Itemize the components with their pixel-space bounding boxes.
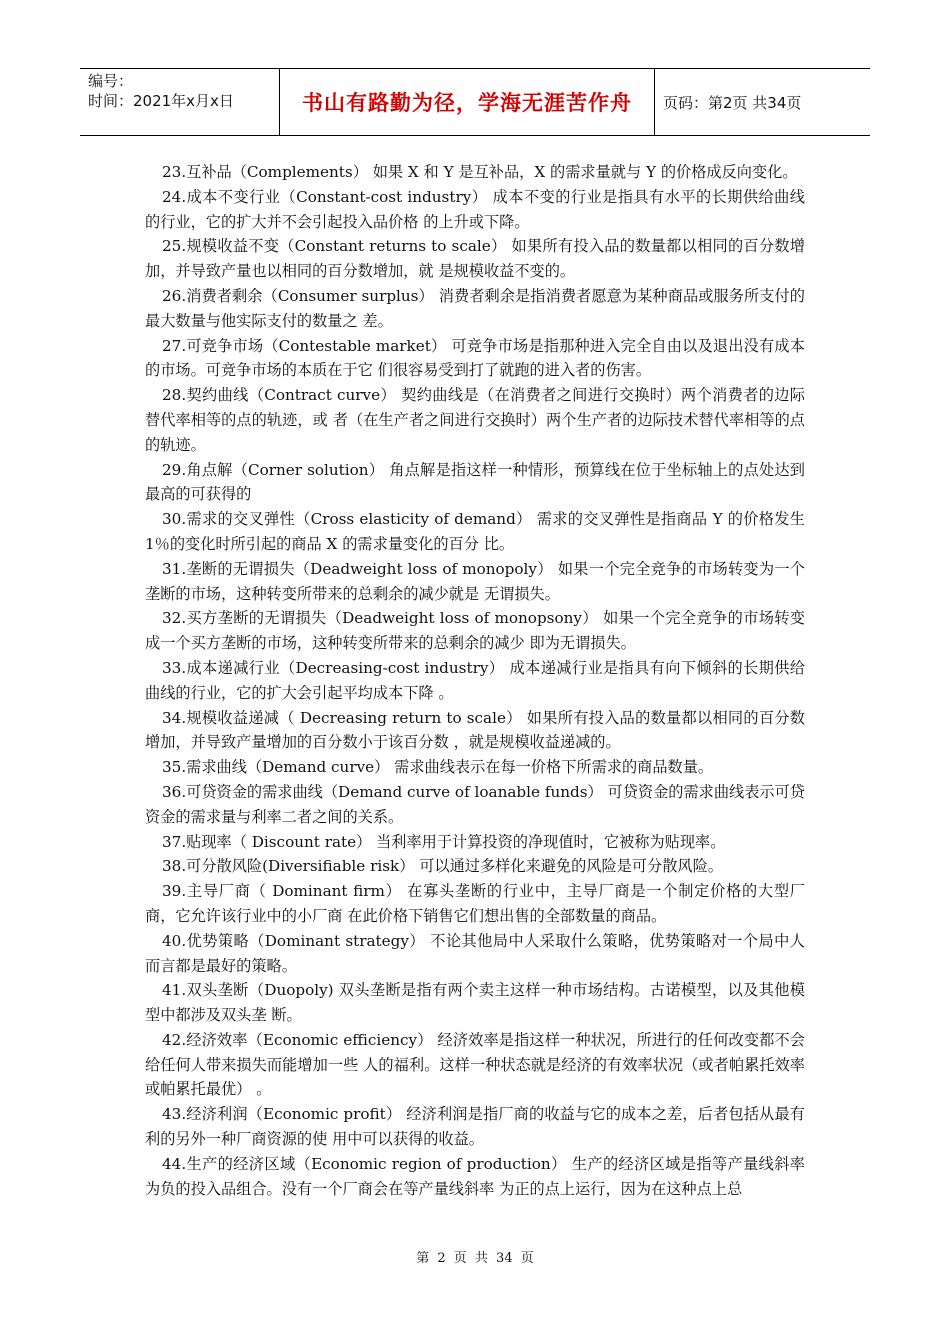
glossary-entry: 26.消费者剩余（Consumer surplus） 消费者剩余是指消费者愿意为某种商品或服务所支付的最大数量与他实际支付的数量之 差。 [145, 286, 805, 330]
page-footer [0, 1247, 950, 1266]
glossary-entry: 27.可竞争市场（Contestable market） 可竞争市场是指那种进入完全自由以及退出没有成本的市场。可竞争市场的本质在于它 们很容易受到打了就跑的进入者的伤害。 [145, 336, 805, 380]
glossary-entry: 34.规模收益递减（ Decreasing return to scale） 如果所有投入品的数量都以相同的百分数增加，并导致产量增加的百分数小于该百分数 ，就是规模收益递减的。 [145, 708, 805, 752]
glossary-entry: 28.契约曲线（Contract curve） 契约曲线是（在消费者之间进行交换时）两个消费者的边际替代率相等的点的轨迹，或 者（在生产者之间进行交换时）两个生产者的边际技术替代率相等的点的轨迹。 [145, 386, 805, 454]
glossary-entry: 43.经济利润（Economic profit） 经济利润是指厂商的收益与它的成本之差，后者包括从最有利的另外一种厂商资源的使 用中可以获得的收益。 [145, 1105, 805, 1149]
glossary-entry: 38.可分散风险(Diversifiable risk） 可以通过多样化来避免的风险是可分散风险。 [162, 857, 723, 876]
glossary-entry: 24.成本不变行业（Constant-cost industry） 成本不变的行业是指具有水平的长期供给曲线的行业，它的扩大并不会引起投入品价格 的上升或下降。 [145, 187, 805, 231]
footer-page-number: 第 2 页 共 34 页 [416, 1251, 534, 1266]
glossary-entry: 36.可贷资金的需求曲线（Demand curve of loanable funds） 可贷资金的需求曲线表示可贷资金的需求量与利率二者之间的关系。 [145, 782, 805, 826]
glossary-entry: 29.角点解（Corner solution） 角点解是指这样一种情形，预算线在位于坐标轴上的点处达到最高的可获得的 [145, 460, 805, 504]
glossary-entry: 39.主导厂商（ Dominant firm） 在寡头垄断的行业中，主导厂商是一个制定价格的大型厂商，它允许该行业中的小厂商 在此价格下销售它们想出售的全部数量的商品。 [145, 882, 805, 925]
glossary-entry: 33.成本递减行业（Decreasing-cost industry） 成本递减行业是指具有向下倾斜的长期供给曲线的行业，它的扩大会引起平均成本下降 。 [145, 658, 805, 702]
glossary-entry: 25.规模收益不变（Constant returns to scale） 如果所有投入品的数量都以相同的百分数增加，并导致产量也以相同的百分数增加，就 是规模收益不变的。 [145, 237, 805, 281]
page-number-label: 页码：第2页 共34页 [663, 93, 802, 112]
glossary-entry: 40.优势策略（Dominant strategy） 不论其他局中人采取什么策略，优势策略对一个局中人而言都是最好的策略。 [145, 931, 805, 975]
glossary-entry: 44.生产的经济区域（Economic region of production） 生产的经济区域是指等产量线斜率为负的投入品组合。没有一个厂商会在等产量线斜率 为正的点上运行，因为在这种点上总 [145, 1154, 805, 1198]
glossary-entry: 31.垄断的无谓损失（Deadweight loss of monopoly） 如果一个完全竞争的市场转变为一个垄断的市场，这种转变所带来的总剩余的减少就是 无谓损失。 [145, 559, 805, 603]
motto-text: 书山有路勤为径，学海无涯苦作舟 [302, 91, 632, 115]
glossary-entry: 32.买方垄断的无谓损失（Deadweight loss of monopsony） 如果一个完全竞争的市场转变成一个买方垄断的市场，这种转变所带来的总剩余的减少 即为无谓损失。 [145, 609, 805, 653]
glossary-entry: 35.需求曲线（Demand curve） 需求曲线表示在每一价格下所需求的商品数量。 [162, 758, 714, 777]
motto-cell [280, 69, 655, 135]
page-number-cell [655, 69, 870, 135]
glossary-entry: 41.双头垄断（Duopoly) 双头垄断是指有两个卖主这样一种市场结构。古诺模型，以及其他模型中都涉及双头垄 断。 [145, 981, 805, 1025]
serial-label: 编号： [88, 72, 134, 90]
document-body [145, 160, 805, 1201]
glossary-entry: 42.经济效率（Economic efficiency） 经济效率是指这样一种状况，所进行的任何改变都不会给任何人带来损失而能增加一些 人的福利。这样一种状态就是经济的有效率状况（或者帕累托效率或帕累托最优） 。 [145, 1030, 805, 1099]
header-info-cell [80, 69, 280, 135]
header-table [80, 68, 870, 136]
time-label: 时间：2021年x月x日 [88, 92, 234, 110]
glossary-entry: 37.贴现率（ Discount rate） 当利率用于计算投资的净现值时，它被称为贴现率。 [162, 832, 726, 851]
glossary-entry: 23.互补品（Complements） 如果 X 和 Y 是互补品，X 的需求量就与 Y 的价格成反向变化。 [162, 163, 798, 181]
glossary-entry: 30.需求的交叉弹性（Cross elasticity of demand） 需求的交叉弹性是指商品 Y 的价格发生 1％的变化时所引起的商品 X 的需求量变化的百分 比。 [145, 510, 805, 553]
